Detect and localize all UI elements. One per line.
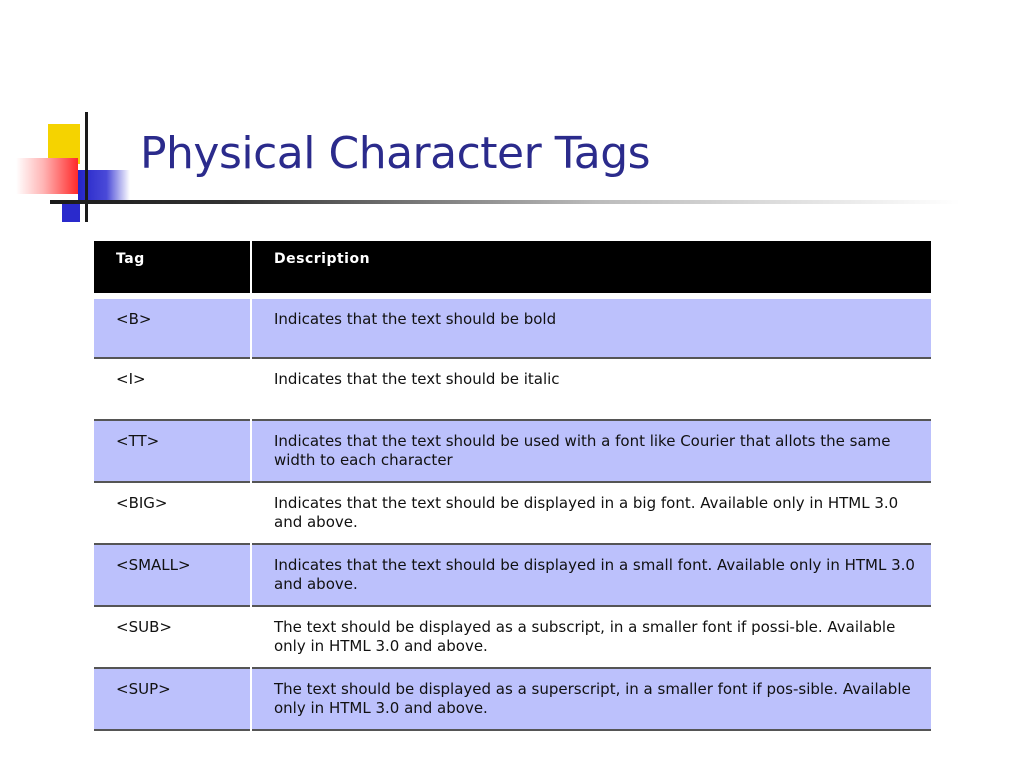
column-header-description: Description <box>251 241 931 296</box>
description-cell: Indicates that the text should be displayed in a big font. Available only in HTML 3.0 and above. <box>251 482 931 544</box>
decorative-vertical-line <box>85 112 88 222</box>
description-cell: Indicates that the text should be italic <box>251 358 931 420</box>
table-row <box>94 668 931 730</box>
description-cell: Indicates that the text should be displayed in a small font. Available only in HTML 3.0 and above. <box>251 544 931 606</box>
decorative-red-bar <box>16 158 78 194</box>
tag-cell: <I> <box>94 358 251 420</box>
description-cell: The text should be displayed as a superscript, in a smaller font if pos-sible. Available only in HTML 3.0 and above. <box>251 668 931 730</box>
table-row <box>94 358 931 420</box>
table-row <box>94 544 931 606</box>
tag-cell: <SMALL> <box>94 544 251 606</box>
column-header-tag: Tag <box>94 241 251 296</box>
page-title: Physical Character Tags <box>140 128 651 179</box>
table-row <box>94 420 931 482</box>
tag-cell: <B> <box>94 296 251 358</box>
title-underline <box>50 200 960 204</box>
tag-cell: <SUB> <box>94 606 251 668</box>
tag-cell: <TT> <box>94 420 251 482</box>
tag-cell: <SUP> <box>94 668 251 730</box>
table-row <box>94 482 931 544</box>
tag-cell: <BIG> <box>94 482 251 544</box>
description-cell: Indicates that the text should be bold <box>251 296 931 358</box>
table-row <box>94 606 931 668</box>
description-cell: Indicates that the text should be used with a font like Courier that allots the same width to each character <box>251 420 931 482</box>
tags-table <box>94 241 931 731</box>
description-cell: The text should be displayed as a subscript, in a smaller font if possi-ble. Available only in HTML 3.0 and above. <box>251 606 931 668</box>
table-row <box>94 296 931 358</box>
table-header-row <box>94 241 931 296</box>
